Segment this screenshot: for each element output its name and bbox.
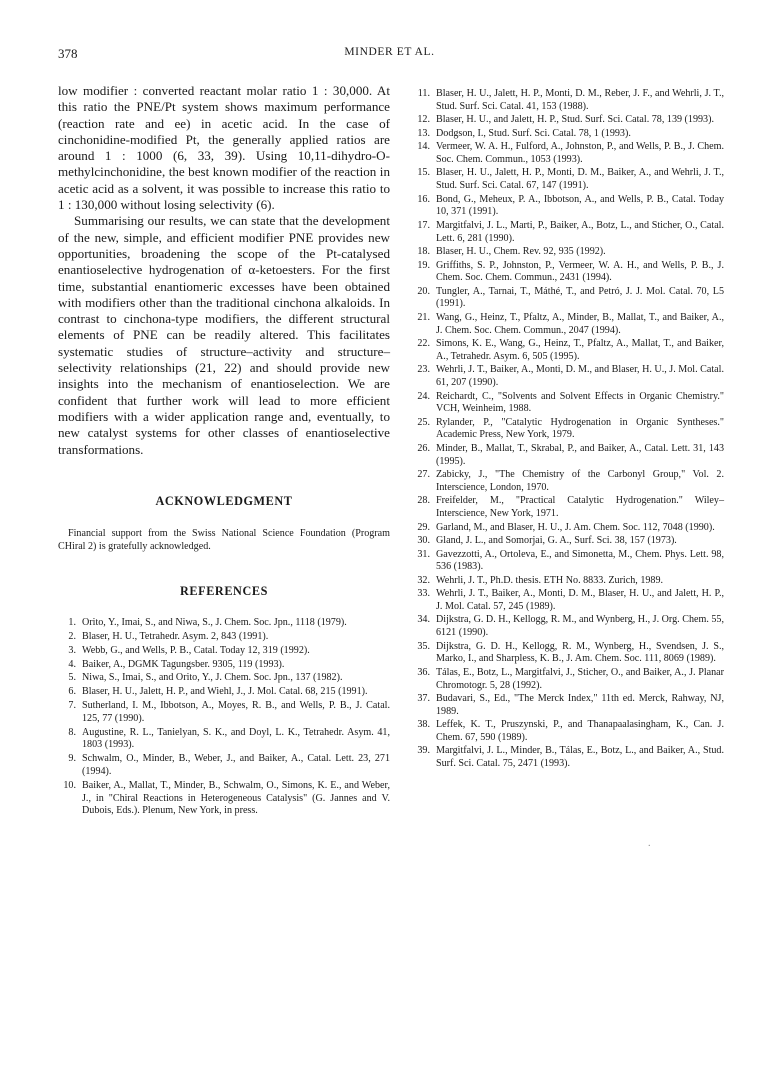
reference-item (412, 667, 724, 692)
reference-number: 27. (417, 469, 430, 481)
acknowledgment-heading: ACKNOWLEDGMENT (155, 493, 293, 508)
reference-number: 10. (63, 779, 76, 791)
reference-item (58, 617, 390, 630)
reference-text: Orito, Y., Imai, S., and Niwa, S., J. Chem. Soc. Jpn., 1118 (1979). (82, 616, 347, 628)
reference-item (412, 312, 724, 337)
reference-item (412, 286, 724, 311)
right-column (412, 88, 724, 772)
reference-number: 21. (417, 311, 430, 323)
reference-text: Reichardt, C., "Solvents and Solvent Effects in Organic Chemistry." VCH, Weinheim, 1988. (436, 390, 724, 415)
reference-item (412, 745, 724, 770)
reference-text: Bond, G., Meheux, P. A., Ibbotson, A., and Wells, P. B., Catal. Today 10, 371 (1991). (436, 193, 724, 218)
reference-item (58, 780, 390, 818)
reference-number: 36. (417, 666, 430, 678)
reference-text: Simons, K. E., Wang, G., Heinz, T., Pfaltz, A., Mallat, T., and Baiker, A., Tetrahedr. Asym. 6, 505 (1995). (436, 338, 724, 362)
reference-number: 24. (417, 390, 430, 402)
reference-number: 38. (417, 719, 430, 731)
reference-item (412, 693, 724, 718)
reference-item (58, 700, 390, 725)
reference-item (412, 88, 724, 113)
reference-text: Leffek, K. T., Pruszynski, P., and Thanapaalasingham, K., Can. J. Chem. 67, 590 (1989). (436, 719, 724, 743)
reference-item (412, 338, 724, 363)
reference-number: 31. (417, 548, 430, 560)
reference-number: 5. (68, 672, 76, 684)
reference-number: 37. (417, 693, 430, 705)
reference-text: Dodgson, I., Stud. Surf. Sci. Catal. 78, 1 (1993). (436, 127, 631, 139)
reference-item (412, 719, 724, 744)
reference-text: Minder, B., Mallat, T., Skrabal, P., and Baiker, A., Catal. Lett. 31, 143 (1995). (436, 442, 724, 467)
reference-number: 6. (68, 686, 76, 698)
reference-number: 12. (417, 114, 430, 126)
reference-text: Augustine, R. L., Tanielyan, S. K., and Doyl, L. K., Tetrahedr. Asym. 41, 1803 (1993). (82, 726, 390, 751)
reference-item (58, 686, 390, 699)
reference-number: 17. (417, 219, 430, 231)
reference-item (412, 364, 724, 389)
reference-number: 33. (417, 588, 430, 600)
reference-number: 23. (417, 364, 430, 376)
reference-number: 7. (68, 700, 76, 712)
reference-text: Tungler, A., Tarnai, T., Máthé, T., and Petró, J. J. Mol. Catal. 70, L5 (1991). (436, 285, 724, 310)
reference-item (412, 114, 724, 127)
reference-text: Budavari, S., Ed., "The Merck Index," 11th ed. Merck, Rahway, NJ, 1989. (436, 693, 724, 717)
reference-number: 1. (68, 616, 76, 628)
reference-item (58, 645, 390, 658)
reference-list-left (58, 617, 390, 818)
reference-item (412, 141, 724, 166)
reference-item (412, 246, 724, 259)
reference-text: Griffiths, S. P., Johnston, P., Vermeer, W. A. H., and Wells, P. B., J. Chem. Soc. Chem. Commun., 2431 (1994). (436, 259, 724, 284)
reference-text: Blaser, H. U., Jalett, H. P., Monti, D. M., Baiker, A., and Wehrli, J. T., Stud. Surf. Sci. Catal. 67, 147 (1991). (436, 167, 724, 192)
reference-text: Blaser, H. U., Chem. Rev. 92, 935 (1992). (436, 246, 606, 258)
reference-item (412, 535, 724, 548)
acknowledgment-text: Financial support from the Swiss National Science Foundation (Program CHiral 2) is gratefully acknowledged. (58, 527, 390, 552)
reference-list-right (412, 88, 724, 771)
reference-text: Webb, G., and Wells, P. B., Catal. Today 12, 319 (1992). (82, 644, 310, 656)
reference-number: 29. (417, 521, 430, 533)
reference-text: Rylander, P., "Catalytic Hydrogenation in Organic Syntheses." Academic Press, New York, 1979. (436, 416, 724, 441)
reference-number: 25. (417, 416, 430, 428)
body-paragraph: low modifier : converted reactant molar ratio 1 : 30,000. At this ratio the PNE/Pt system shows maximum performance (reaction rate and ee) in acetic acid. In the case of cinchonidine-modified Pt, the generally applied ratios are around 1 : 1000 (6, 33, 39). Using 10,11-dihydro-O-methylcinchonidine, the best known modifier of the reaction in acetic acid as a solvent, it was possible to increase this ratio to 1 : 130,000 without losing selectivity (6). (58, 83, 390, 213)
reference-item (412, 260, 724, 285)
reference-item (58, 727, 390, 752)
reference-number: 22. (417, 338, 430, 350)
reference-number: 15. (417, 167, 430, 179)
reference-number: 26. (417, 442, 430, 454)
reference-text: Zabicky, J., "The Chemistry of the Carbonyl Group," Vol. 2. Interscience, London, 1970. (436, 469, 724, 493)
reference-item (412, 588, 724, 613)
reference-number: 19. (417, 259, 430, 271)
reference-number: 39. (417, 745, 430, 757)
reference-item (58, 631, 390, 644)
page-header (58, 46, 721, 64)
reference-number: 32. (417, 574, 430, 586)
reference-item (412, 549, 724, 574)
reference-item (412, 128, 724, 141)
reference-text: Margitfalvi, J. L., Minder, B., Tálas, E., Botz, L., and Baiker, A., Stud. Surf. Sci. Catal. 75, 2471 (1993). (436, 745, 724, 770)
reference-item (412, 495, 724, 520)
reference-text: Tálas, E., Botz, L., Margitfalvi, J., Sticher, O., and Baiker, A., J. Planar Chromotogr. 5, 28 (1992). (436, 666, 724, 691)
reference-number: 28. (417, 495, 430, 507)
reference-text: Garland, M., and Blaser, H. U., J. Am. Chem. Soc. 112, 7048 (1990). (436, 521, 715, 533)
reference-item (412, 575, 724, 588)
reference-number: 18. (417, 246, 430, 258)
reference-text: Gavezzotti, A., Ortoleva, E., and Simonetta, M., Chem. Phys. Lett. 98, 536 (1983). (436, 548, 724, 573)
reference-text: Schwalm, O., Minder, B., Weber, J., and Baiker, A., Catal. Lett. 23, 271 (1994). (82, 753, 390, 778)
reference-number: 16. (417, 193, 430, 205)
reference-number: 2. (68, 630, 76, 642)
reference-number: 20. (417, 285, 430, 297)
reference-item (58, 659, 390, 672)
reference-text: Margitfalvi, J. L., Marti, P., Baiker, A., Botz, L., and Sticher, O., Catal. Lett. 6, 281 (1990). (436, 219, 724, 244)
reference-item (58, 672, 390, 685)
reference-item (58, 753, 390, 778)
reference-text: Baiker, A., DGMK Tagungsber. 9305, 119 (1993). (82, 658, 285, 670)
reference-text: Wehrli, J. T., Baiker, A., Monti, D. M., and Blaser, H. U., J. Mol. Catal. 61, 207 (1990). (436, 364, 724, 389)
reference-text: Vermeer, W. A. H., Fulford, A., Johnston, P., and Wells, P. B., J. Chem. Soc. Chem. Commun., 1053 (1993). (436, 141, 724, 165)
page-number: 378 (58, 46, 78, 61)
reference-number: 4. (68, 658, 76, 670)
reference-number: 8. (68, 726, 76, 738)
reference-number: 14. (417, 141, 430, 153)
reference-text: Blaser, H. U., and Jalett, H. P., Stud. Surf. Sci. Catal. 78, 139 (1993). (436, 114, 714, 126)
reference-text: Wehrli, J. T., Ph.D. thesis. ETH No. 8833. Zurich, 1989. (436, 574, 664, 586)
reference-item (412, 167, 724, 192)
reference-item (412, 522, 724, 535)
reference-item (412, 614, 724, 639)
reference-text: Sutherland, I. M., Ibbotson, A., Moyes, R. B., and Wells, P. B., J. Catal. 125, 77 (1990). (82, 700, 390, 724)
reference-text: Gland, J. L., and Somorjai, G. A., Surf. Sci. 38, 157 (1973). (436, 535, 677, 547)
reference-item (412, 443, 724, 468)
reference-text: Niwa, S., Imai, S., and Orito, Y., J. Chem. Soc. Jpn., 137 (1982). (82, 672, 343, 684)
running-head: MINDER ET AL. (344, 46, 435, 58)
reference-text: Dijkstra, G. D. H., Kellogg, R. M., Wynberg, H., Svendsen, J. S., Marko, I., and Sharpless, K. B., J. Am. Chem. Soc. 111, 8069 (1989). (436, 640, 724, 665)
reference-number: 30. (417, 535, 430, 547)
reference-text: Wang, G., Heinz, T., Pfaltz, A., Minder, B., Mallat, T., and Baiker, A., J. Chem. Soc. Chem. Commun., 2047 (1994). (436, 311, 724, 336)
reference-text: Freifelder, M., "Practical Catalytic Hydrogenation." Wiley–Interscience, New York, 1971. (436, 495, 724, 520)
reference-text: Dijkstra, G. D. H., Kellogg, R. M., and Wynberg, H., J. Org. Chem. 55, 6121 (1990). (436, 614, 724, 639)
reference-item (412, 641, 724, 666)
reference-text: Baiker, A., Mallat, T., Minder, B., Schwalm, O., Simons, K. E., and Weber, J., in "Chiral Reactions in Heterogeneous Catalysis" (G. Jannes and V. Dubois, Eds.). Plenum, New York, in press. (82, 779, 390, 817)
reference-text: Blaser, H. U., Tetrahedr. Asym. 2, 843 (1991). (82, 630, 269, 642)
reference-number: 35. (417, 640, 430, 652)
reference-item (412, 417, 724, 442)
reference-number: 34. (417, 614, 430, 626)
reference-item (412, 220, 724, 245)
body-paragraph: Summarising our results, we can state that the development of the new, simple, and efficient modifier PNE provides new opportunities, broadening the scope of the Pt-catalysed enantioselective hydrogenation of α-ketoesters. For the first time, substantial enantiomeric excesses have been obtained with modifiers other than the traditional cinchona alkaloids. In contrast to cinchona-type modifiers, the different structural elements of PNE can be readily altered. This facilitates systematic studies of structure–activity and structure–selectivity relationships (21, 22) and should provide new insights into the mechanism of enantioselection. We are confident that further work will lead to more efficient modifiers with a wider application range and, eventually, to new catalyst systems for other classes of enantioselective transformations. (58, 213, 390, 457)
reference-number: 13. (417, 127, 430, 139)
scan-mark: . (648, 838, 651, 849)
reference-item (412, 391, 724, 416)
reference-item (412, 194, 724, 219)
reference-text: Wehrli, J. T., Baiker, A., Monti, D. M., Blaser, H. U., and Jalett, H. P., J. Mol. Catal. 57, 245 (1989). (436, 588, 724, 612)
references-heading: REFERENCES (180, 583, 268, 598)
reference-text: Blaser, H. U., Jalett, H. P., Monti, D. M., Reber, J. F., and Wehrli, J. T., Stud. Surf. Sci. Catal. 41, 153 (1988). (436, 88, 724, 112)
reference-number: 11. (417, 88, 430, 99)
left-column (58, 83, 390, 819)
reference-number: 3. (68, 644, 76, 656)
reference-number: 9. (68, 753, 76, 765)
reference-item (412, 469, 724, 494)
reference-text: Blaser, H. U., Jalett, H. P., and Wiehl, J., J. Mol. Catal. 68, 215 (1991). (82, 686, 368, 698)
